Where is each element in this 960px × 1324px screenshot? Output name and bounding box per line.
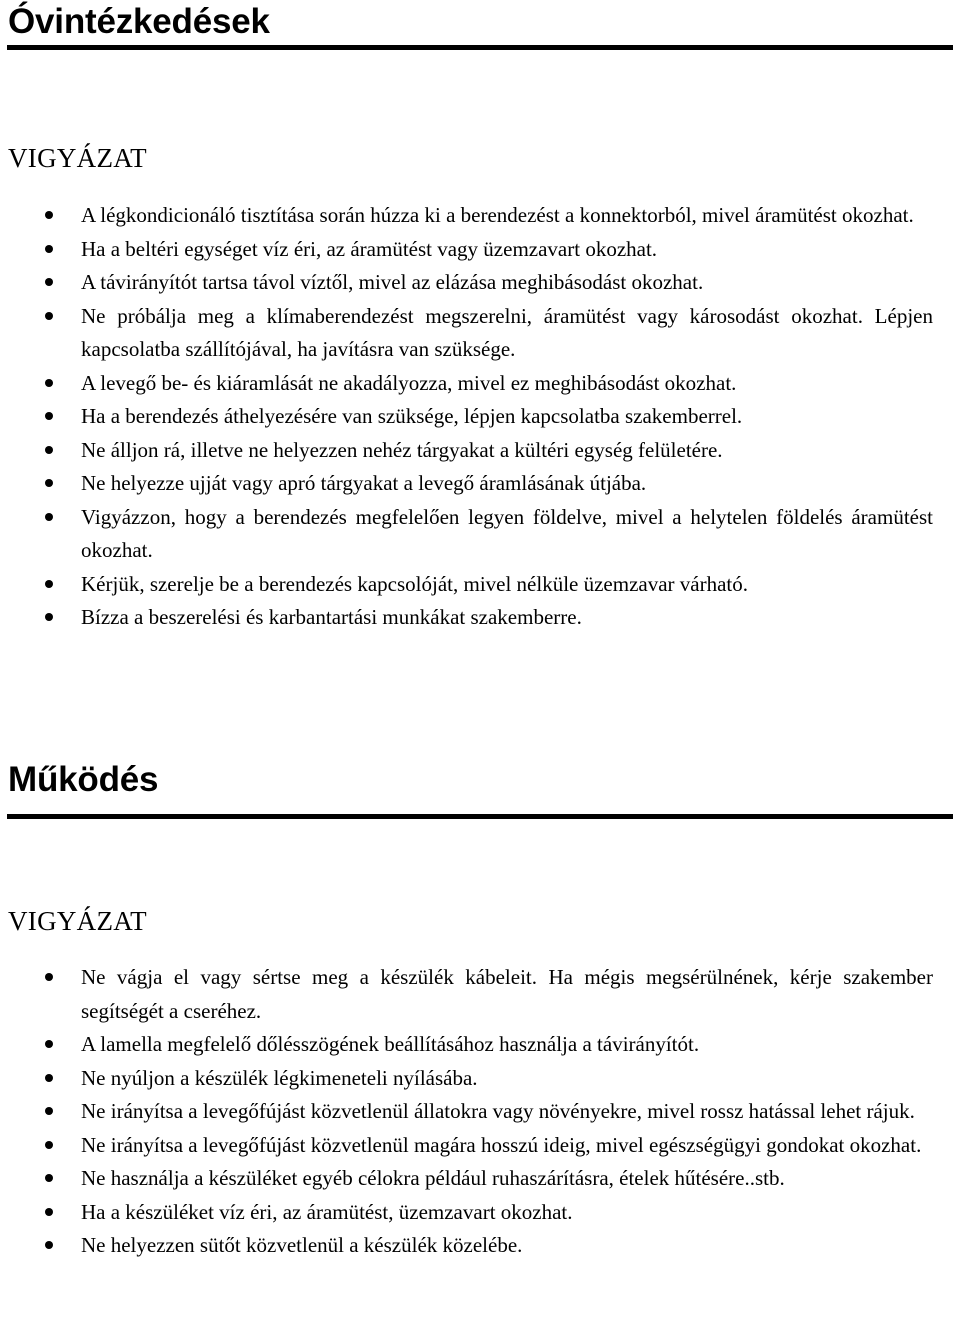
bullet-icon <box>45 1040 53 1048</box>
list-item: A lamella megfelelő dőlésszögének beállításához használja a távirányítót. <box>0 1028 960 1062</box>
heading-rule <box>7 45 953 50</box>
list-item: A távirányítót tartsa távol víztől, mivel az elázása meghibásodást okozhat. <box>0 266 960 300</box>
bullet-icon <box>45 278 53 286</box>
list-item: Ne irányítsa a levegőfújást közvetlenül magára hosszú ideig, mivel egészségügyi gondokat okozhat. <box>0 1129 960 1163</box>
bullet-icon <box>45 613 53 621</box>
section-heading: Működés <box>8 760 159 799</box>
bullet-icon <box>45 245 53 253</box>
list-item: Kérjük, szerelje be a berendezés kapcsolóját, mivel nélküle üzemzavar várható. <box>0 568 960 602</box>
list-item: Ne helyezze ujját vagy apró tárgyakat a levegő áramlásának útjába. <box>0 467 960 501</box>
bullet-icon <box>45 379 53 387</box>
list-item: Ha a berendezés áthelyezésére van szüksége, lépjen kapcsolatba szakemberrel. <box>0 400 960 434</box>
list-item: Bízza a beszerelési és karbantartási munkákat szakemberre. <box>0 601 960 635</box>
bullet-icon <box>45 312 53 320</box>
bullet-icon <box>45 479 53 487</box>
bullet-list <box>0 961 960 1263</box>
bullet-icon <box>45 446 53 454</box>
bullet-list <box>0 199 960 635</box>
precautions-section <box>0 0 960 635</box>
list-item: Vigyázzon, hogy a berendezés megfelelően legyen földelve, mivel a helytelen földelés áramütést okozhat. <box>0 501 960 568</box>
bullet-icon <box>45 1107 53 1115</box>
list-item: Ne vágja el vagy sértse meg a készülék kábeleit. Ha mégis megsérülnének, kérje szakember segítségét a cseréhez. <box>0 961 960 1028</box>
bullet-icon <box>45 973 53 981</box>
list-item: A levegő be- és kiáramlását ne akadályozza, mivel ez meghibásodást okozhat. <box>0 367 960 401</box>
list-item: Ha a készüléket víz éri, az áramütést, üzemzavart okozhat. <box>0 1196 960 1230</box>
heading-rule <box>7 814 953 819</box>
bullet-icon <box>45 1074 53 1082</box>
list-item: Ne álljon rá, illetve ne helyezzen nehéz tárgyakat a kültéri egység felületére. <box>0 434 960 468</box>
section-heading: Óvintézkedések <box>8 2 270 41</box>
bullet-icon <box>45 211 53 219</box>
operation-section <box>0 756 960 1263</box>
warning-label: VIGYÁZAT <box>8 906 147 936</box>
bullet-icon <box>45 580 53 588</box>
list-item: A légkondicionáló tisztítása során húzza ki a berendezést a konnektorból, mivel áramütést okozhat. <box>0 199 960 233</box>
list-item: Ne helyezzen sütőt közvetlenül a készülék közelébe. <box>0 1229 960 1263</box>
bullet-icon <box>45 1208 53 1216</box>
bullet-icon <box>45 1141 53 1149</box>
bullet-icon <box>45 412 53 420</box>
bullet-icon <box>45 513 53 521</box>
list-item: Ha a beltéri egységet víz éri, az áramütést vagy üzemzavart okozhat. <box>0 233 960 267</box>
list-item: Ne nyúljon a készülék légkimeneteli nyílásába. <box>0 1062 960 1096</box>
list-item: Ne használja a készüléket egyéb célokra például ruhaszárításra, ételek hűtésére..stb. <box>0 1162 960 1196</box>
warning-label: VIGYÁZAT <box>8 143 147 173</box>
bullet-icon <box>45 1241 53 1249</box>
list-item: Ne próbálja meg a klímaberendezést megszerelni, áramütést vagy károsodást okozhat. Lépjen kapcsolatba szállítójával, ha javításra van szüksége. <box>0 300 960 367</box>
bullet-icon <box>45 1174 53 1182</box>
list-item: Ne irányítsa a levegőfújást közvetlenül állatokra vagy növényekre, mivel rossz hatással lehet rájuk. <box>0 1095 960 1129</box>
